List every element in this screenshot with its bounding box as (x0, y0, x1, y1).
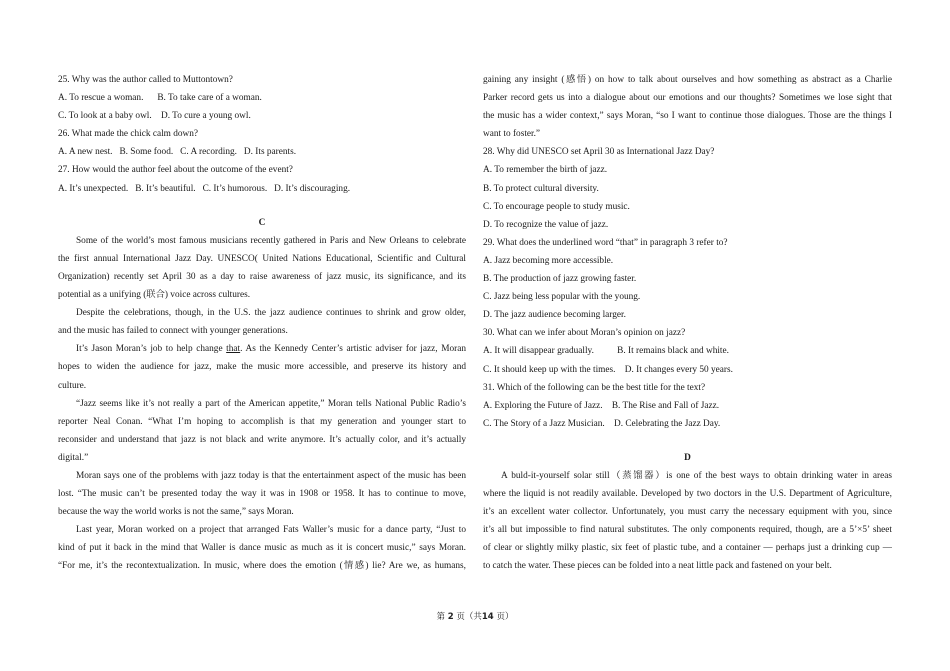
total-pages: 14 (481, 612, 494, 622)
paragraph-line: gaining any insight (感悟) on how to talk about ourselves and how something as abstract as a Charlie (483, 75, 892, 85)
question-25: 25. Why was the author called to Muttontown? (58, 75, 233, 85)
question-25-options-cd: C. To look at a baby owl. D. To cure a young owl. (58, 111, 251, 122)
paragraph-5 (58, 467, 466, 521)
paragraph-line (58, 340, 466, 358)
page-number: 2 (447, 612, 454, 622)
paragraph-line: Last year, Moran worked on a project that arranged Fats Waller’s music for a dance party, “Just to (76, 525, 466, 536)
footer-suffix: 页） (496, 612, 514, 622)
question-28-option-b: B. To protect cultural diversity. (483, 183, 599, 194)
paragraph-3-text-after: . As the Kennedy Center’s artistic adviser for jazz, Moran (240, 344, 466, 355)
paragraph-2 (58, 304, 466, 340)
paragraph-line: it’s all but impossible to find natural substitutes. The only components required, though, are a 5’×5’ sheet (483, 525, 892, 536)
section-d-heading: D (684, 452, 691, 463)
paragraph-line: it’s an excellent water collector. Unfortunately, you must carry the necessary equipment with you, since (483, 507, 892, 518)
passage-d-paragraph-1 (483, 467, 892, 576)
paragraph-line: lost. “The music can’t be presented today the way it was in 1908 or 1958. It has to continue to move, (58, 489, 466, 500)
question-30: 30. What can we infer about Moran’s opinion on jazz? (483, 328, 686, 339)
paragraph-line: of clear or slightly milky plastic, six feet of plastic tube, and a container — perhaps just a drinking cup — (483, 543, 892, 554)
question-30-options-ab: A. It will disappear gradually. B. It remains black and white. (483, 346, 729, 357)
paragraph-line: digital.” (58, 452, 89, 463)
paragraph-line: Despite the celebrations, though, in the U.S. the jazz audience continues to shrink and grow older, (76, 308, 466, 319)
question-25-options-ab: A. To rescue a woman. B. To take care of a woman. (58, 93, 262, 104)
paragraph-line: “Jazz seems like it’s not really a part of the American appetite,” Moran tells National Public Radio’s (76, 398, 466, 409)
question-26: 26. What made the chick calm down? (58, 129, 199, 140)
question-28-option-d: D. To recognize the value of jazz. (483, 219, 609, 230)
question-31-options-cd: C. The Story of a Jazz Musician. D. Celebrating the Jazz Day. (483, 418, 721, 429)
paragraph-line: Moran says one of the problems with jazz today is that the entertainment aspect of the music has been (76, 470, 466, 481)
question-27-options: A. It’s unexpected. B. It’s beautiful. C. It’s humorous. D. It’s discouraging. (58, 183, 351, 194)
question-29-option-d: D. The jazz audience becoming larger. (483, 310, 626, 321)
footer-middle: 页（共 (456, 612, 482, 622)
question-28-option-a: A. To remember the birth of jazz. (483, 165, 608, 176)
paragraph-6 (58, 521, 466, 575)
paragraph-line: because the way the world works is not the same,” says Moran. (58, 507, 294, 518)
underlined-word-that: that (226, 344, 241, 355)
left-column (58, 71, 466, 576)
paragraph-line: culture. (58, 380, 87, 391)
page-footer (0, 610, 950, 622)
question-27: 27. How would the author feel about the outcome of the event? (58, 165, 293, 176)
paragraph-6-continued (483, 71, 892, 143)
question-30-options-cd: C. It should keep up with the times. D. It changes every 50 years. (483, 364, 733, 375)
question-29-option-b: B. The production of jazz growing faster. (483, 274, 637, 285)
paragraph-line: potential as a unifying (联合) voice across cultures. (58, 290, 251, 301)
question-29-option-c: C. Jazz being less popular with the young. (483, 292, 641, 303)
paragraph-line: and the music has failed to connect with younger generations. (58, 326, 288, 337)
paragraph-line: reporter Neal Conan. “What I’m hoping to accomplish is that my generation and younger start to (58, 416, 466, 427)
paragraph-line: hopes to widen the audience for jazz, make the music more accessible, and preserve its history and (58, 362, 466, 373)
paragraph-line: reconsider and understand that jazz is not black and write anymore. It’s actually color, and it’s actually (58, 434, 466, 445)
paragraph-line: Parker record gets us into a dialogue about our emotions and our thoughts? Sometimes we lose sight that (483, 93, 892, 104)
question-31: 31. Which of the following can be the best title for the text? (483, 382, 706, 393)
paragraph-line: the music has a wider context,” says Moran, “so I want to continue those dialogues. Those are the things I (483, 111, 892, 122)
question-29: 29. What does the underlined word “that” in paragraph 3 refer to? (483, 237, 728, 248)
paragraph-line: kind of put it back in the mind that Waller is dance music as much as it is concert music,” says Moran. (58, 543, 466, 554)
paragraph-4 (58, 395, 466, 467)
question-28: 28. Why did UNESCO set April 30 as International Jazz Day? (483, 147, 715, 158)
footer-prefix: 第 (436, 612, 446, 622)
question-31-options-ab: A. Exploring the Future of Jazz. B. The Rise and Fall of Jazz. (483, 400, 720, 411)
paragraph-3-text-before: It’s Jason Moran’s job to help change (76, 344, 227, 355)
paragraph-line: want to foster.” (483, 129, 541, 140)
paragraph-line: “For me, it’s the recontextualization. In music, where does the emotion (情感) lie? Are we, as humans, (58, 561, 466, 572)
paragraph-3 (58, 340, 466, 394)
paragraph-line: the first annual International Jazz Day. UNESCO( United Nations Educational, Scientific and Cultural (58, 253, 466, 264)
right-column (483, 71, 892, 576)
paragraph-line: Organization) recently set April 30 as a day to raise awareness of jazz music, its significance, and its (58, 271, 466, 282)
question-29-option-a: A. Jazz becoming more accessible. (483, 255, 614, 266)
paragraph-line: Some of the world’s most famous musicians recently gathered in Paris and New Orleans to celebrate (76, 235, 466, 246)
paragraph-line: to catch the water. These pieces can be folded into a neat little pack and fastened on your belt. (483, 561, 832, 572)
section-c-heading: C (258, 217, 266, 228)
paragraph-line: where the liquid is not readily available. Developed by two doctors in the U.S. Department of Agriculture, (483, 489, 892, 500)
question-28-option-c: C. To encourage people to study music. (483, 201, 630, 212)
paragraph-1 (58, 232, 466, 304)
question-26-options: A. A new nest. B. Some food. C. A recording. D. Its parents. (58, 147, 297, 158)
paragraph-line: A buld-it-yourself solar still（蒸馏器）is one of the best ways to obtain drinking water in areas (501, 470, 892, 481)
